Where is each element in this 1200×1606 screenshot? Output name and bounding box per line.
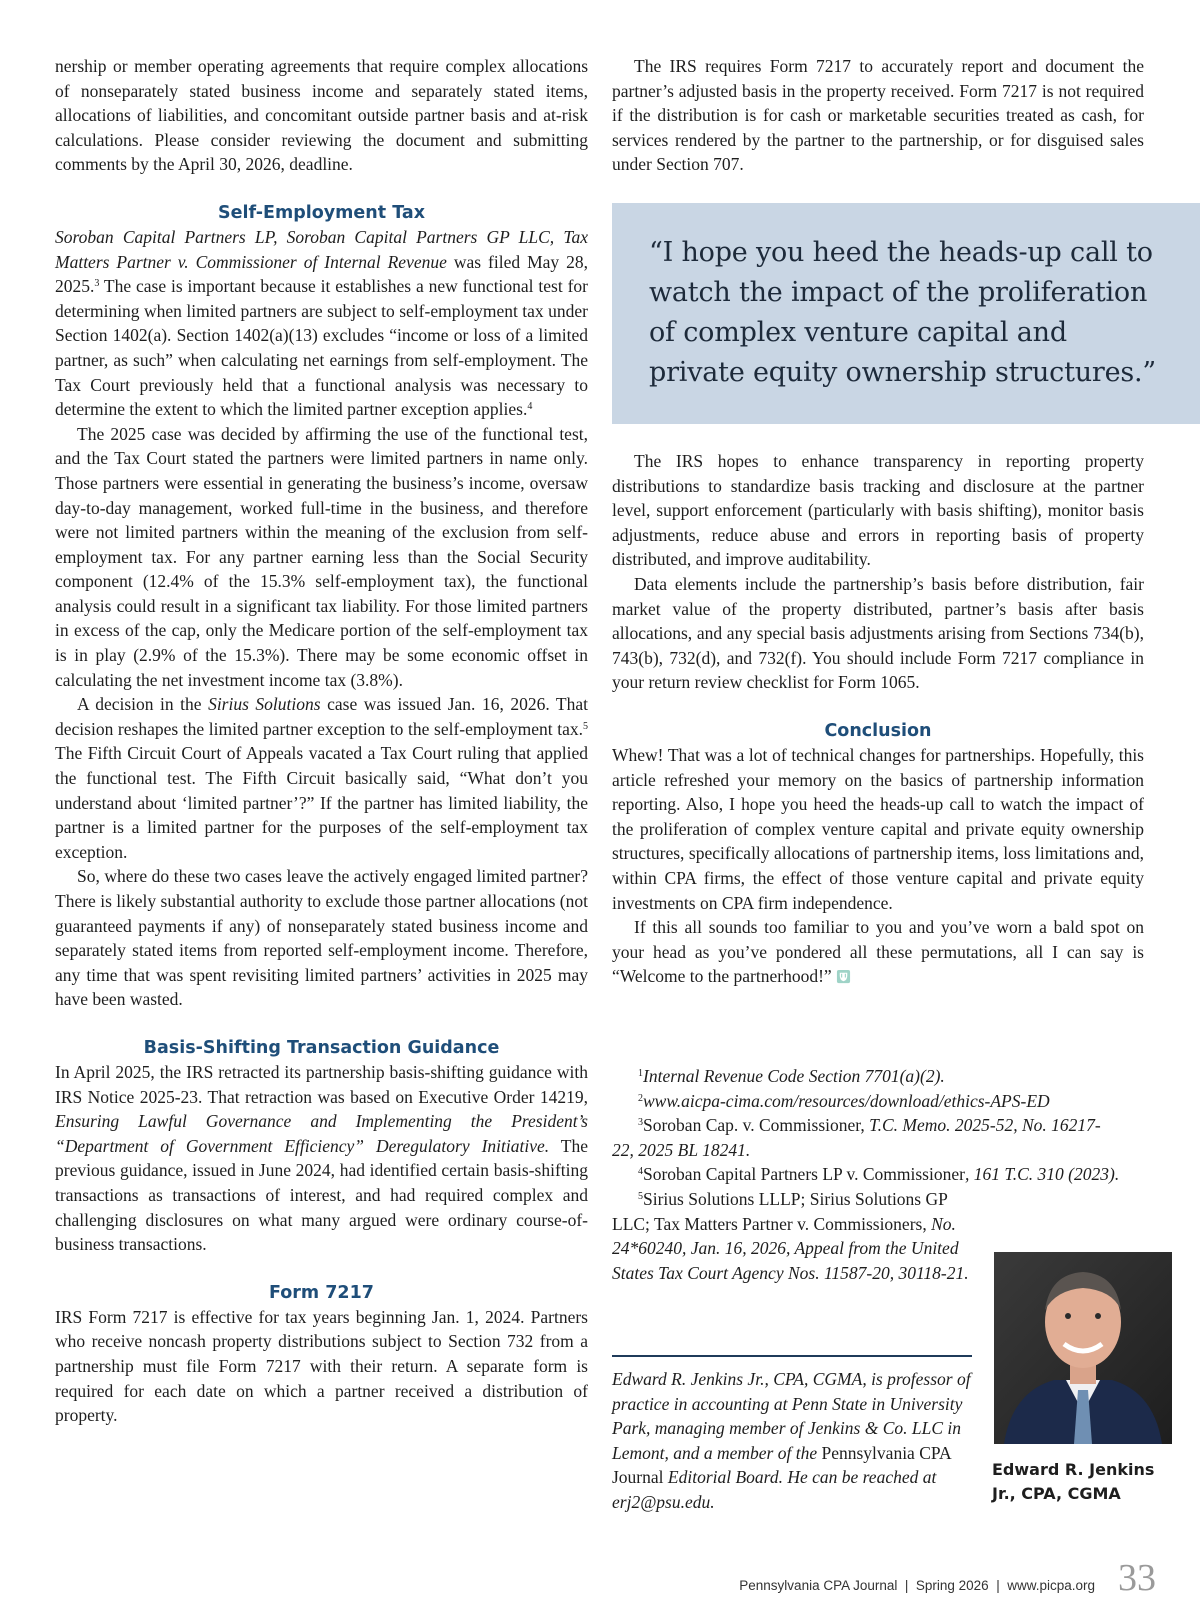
se-p3-a: A decision in the (77, 694, 209, 715)
footnote-3-b: T.C. Memo. 2025-52, No. 16217-22, 2025 BL 18241. (612, 1115, 1101, 1160)
conclusion-p2-text: If this all sounds too familiar to you and you’ve worn a bald spot on your head as you’ve pondered all these permutations, all I can say is “Welcome to the partnerhood!” (612, 917, 1144, 987)
heading-conclusion: Conclusion (824, 720, 932, 741)
footnote-ref-5: 5 (583, 720, 588, 732)
footnote-5-a: Sirius Solutions LLLP; Sirius Solutions GP LLC; Tax Matters Partner v. Commissioners, (612, 1188, 948, 1234)
footnote-1-text: Internal Revenue Code Section 7701(a)(2). (643, 1066, 945, 1086)
se-paragraph-3 (55, 692, 588, 864)
heading-self-employment-tax: Self-Employment Tax (218, 202, 425, 223)
se-paragraph-1 (55, 225, 588, 422)
footnote-num-3: 3 (638, 1117, 643, 1129)
pull-quote-box (612, 203, 1200, 424)
bio-b: Editorial Board. He can be reached at erj2@psu.edu. (612, 1467, 937, 1512)
page-footer: Pennsylvania CPA Journal | Spring 2026 | www.picpa.org (739, 1578, 1095, 1593)
footnote-4 (612, 1162, 1142, 1187)
se-p1-filed: was filed May 28, 2025. (55, 251, 588, 297)
bio-divider (612, 1355, 972, 1357)
end-mark-icon (836, 969, 851, 984)
footnote-num-4: 4 (638, 1166, 643, 1178)
se-p1-rest: The case is important because it establishes a new functional test for determining when limited partners are subject to self-employment tax under Section 1402(a). Section 1402(a)(13) excludes “income or loss of a limited partner, as such” when calculating net earnings from self-employment. The Tax Court previously held that a functional analysis was necessary to determine the extent to which the limited partner exception applies. (55, 276, 588, 420)
se-paragraph-4: So, where do these two cases leave the actively engaged limited partner? There is likely substantial authority to exclude those partner allocations (not guaranteed payments if any) of nonseparately stated business income and separately stated items from reported self-employment income. Therefore, any time that was spent revisiting limited partners’ activities in 2025 may have been wasted. (55, 866, 588, 1010)
footnote-num-5: 5 (638, 1190, 643, 1202)
right-paragraph-3: Data elements include the partnership’s basis before distribution, fair market value of the property distributed, partner’s basis after basis allocations, and any special basis adjustments arising from Sections 734(b), 743(b), 732(d), and 732(f). You should include Form 7217 compliance in your return review checklist for Form 1065. (612, 573, 1144, 693)
bs-a: In April 2025, the IRS retracted its partnership basis-shifting guidance with IRS Notice 2025-23. That retraction was based on Executive Order 14219, (55, 1061, 588, 1107)
footnote-1 (612, 1064, 1152, 1089)
author-bio (612, 1367, 972, 1515)
right-paragraph-2: The IRS hopes to enhance transparency in reporting property distributions to standardize basis tracking and disclosure at the partner level, support enforcement (particularly with basis shifting), monitor basis adjustments, reduce abuse and errors in reporting basis of property distributed, and improve auditability. (612, 451, 1144, 570)
footnote-2-link[interactable]: www.aicpa-cima.com/resources/download/ethics-APS-ED (643, 1090, 1050, 1111)
conclusion-paragraph-2 (612, 915, 1144, 989)
se-paragraph-2: The 2025 case was decided by affirming the use of the functional test, and the Tax Court stated the partners were limited partners in name only. Those partners were essential in generating the business’s income, oversaw day-to-day management, worked full-time in the business, and therefore were not limited partners within the meaning of the exclusion from self-employment tax. For any partner earning less than the Social Security component (12.4% of the 15.3% self-employment tax), the functional analysis could result in a significant tax liability. For those limited partners in excess of the cap, only the Medicare portion of the self-employment tax is in play (2.9% of the 15.3%). There may be some economic offset in calculating the net investment income tax (3.8%). (55, 423, 588, 690)
author-photo (994, 1252, 1172, 1444)
intro-paragraph: nership or member operating agreements that require complex allocations of nonseparately stated business income and separately stated items, allocations of liabilities, and concomitant outside partner basis and at-risk calculations. Please consider reviewing the document and submitting comments by the April 30, 2026, deadline. (55, 56, 588, 175)
page-number: 33 (1118, 1557, 1156, 1599)
footnote-num-1: 1 (638, 1068, 643, 1079)
case-name-soroban: Soroban Capital Partners LP, Soroban Capital Partners GP LLC, Tax Matters Partner v. Commissioner of Internal Revenue (55, 226, 588, 272)
right-paragraph-1: The IRS requires Form 7217 to accurately report and document the partner’s adjusted basis in the property received. Form 7217 is not required if the distribution is for cash or marketable securities treated as cash, for services rendered by the partner to the partnership, or for disguised sales under Section 707. (612, 56, 1144, 175)
conclusion-paragraph-1: Whew! That was a lot of technical changes for partnerships. Hopefully, this article refreshed your memory on the basics of partnership information reporting. Also, I hope you heed the heads-up call to watch the impact of the proliferation of complex venture capital and private equity ownership structures, specifically allocations of partnership items, loss limitations and, within CPA firms, the effect of those venture capital and private equity investments on CPA firm independence. (612, 744, 1144, 913)
right-column-middle (612, 449, 1144, 989)
heading-basis-shifting: Basis-Shifting Transaction Guidance (143, 1037, 500, 1058)
footnote-ref-4: 4 (527, 401, 533, 413)
case-name-sirius: Sirius Solutions (208, 694, 321, 715)
footnote-4-b: , 161 T.C. 310 (2023). (964, 1164, 1120, 1185)
footnote-ref-3: 3 (94, 278, 100, 290)
footnote-5-b: No. 24*60240, Jan. 16, 2026, Appeal from the United States Tax Court Agency Nos. 11587-20, 30118-21. (612, 1213, 969, 1283)
bio-a: Edward R. Jenkins Jr., CPA, CGMA, is professor of practice in accounting at Penn State in University Park, managing member of Jenkins & Co. LLC in Lemont, and a member of the (612, 1369, 971, 1463)
left-column (55, 54, 588, 1428)
bs-paragraph (55, 1060, 588, 1257)
footnote-4-a: Soroban Capital Partners LP v. Commissioner (643, 1164, 965, 1185)
pull-quote-text: “I hope you heed the heads-up call to watch the impact of the proliferation of complex venture capital and private equity ownership structures.” (649, 237, 1157, 388)
form-7217-paragraph: IRS Form 7217 is effective for tax years beginning Jan. 1, 2024. Partners who receive noncash property distributions subject to Section 732 from a partnership must file Form 7217 with their return. A separate form is required for each date on which a partner received a distribution of property. (55, 1306, 588, 1426)
heading-form-7217: Form 7217 (269, 1282, 374, 1303)
footnote-2 (612, 1089, 1152, 1114)
se-p3-c: The Fifth Circuit Court of Appeals vacated a Tax Court ruling that applied the functional test. The Fifth Circuit basically said, “What don’t you understand about ‘limited partner’?” If the partner has limited liability, the partner is a limited partner for the purposes of the self-employment tax exception. (55, 743, 588, 862)
photo-caption: Edward R. Jenkins Jr., CPA, CGMA (992, 1460, 1155, 1503)
bs-b: The previous guidance, issued in June 2024, had identified certain basis-shifting transactions as transactions of interest, and had required complex and challenging disclosures on what many argued were ordinary course-of-business transactions. (55, 1135, 588, 1255)
right-column-top (612, 54, 1144, 177)
footnote-3 (612, 1113, 1122, 1162)
bio-journal-name: Pennsylvania CPA Journal (612, 1442, 951, 1488)
executive-order-title: Ensuring Lawful Governance and Implementing the President’s “Department of Government Efficiency” Deregulatory Initiative. (55, 1111, 588, 1156)
se-p3-b: case was issued Jan. 16, 2026. That decision reshapes the limited partner exception to the self-employment tax. (55, 694, 588, 739)
footnote-3-a: Soroban Cap. v. Commissioner, (643, 1115, 870, 1136)
footnote-num-2: 2 (638, 1092, 643, 1104)
footnote-5 (612, 1187, 972, 1285)
